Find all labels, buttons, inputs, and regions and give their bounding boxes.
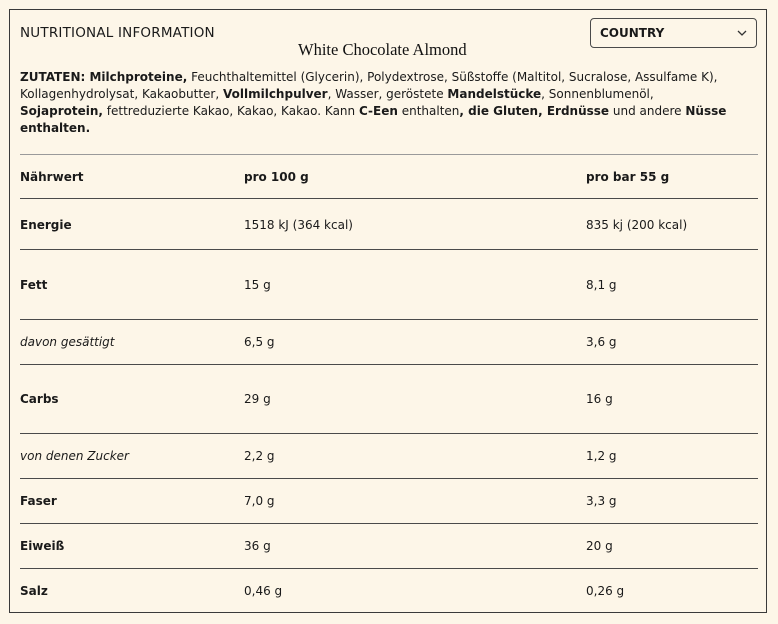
ingredient-text: Feuchthaltemittel (Glycerin), Polydextrose, Süßstoffe (Maltitol, Sucralose, Assulfame K), Kollagenhydrolysat, Kakaobutter, [20,70,718,101]
value-per-bar: pro bar 55 g [586,170,670,184]
value-per-100g: 6,5 g [244,335,275,349]
ingredient-text: fettreduzierte Kakao, Kakao, Kakao. Kann [102,104,359,118]
ingredient-text: , Sonnenblumenöl, [541,87,654,101]
ingredient-text: und andere [609,104,686,118]
table-divider [20,198,758,199]
table-divider [20,249,758,250]
ingredient-highlight: Mandelstücke [447,87,542,101]
ingredient-highlight: Vollmilchpulver [222,87,328,101]
value-per-bar: 8,1 g [586,278,617,292]
nutrient-name: Carbs [20,392,59,406]
ingredient-highlight: Sojaprotein, [20,104,103,118]
ingredient-highlight: ZUTATEN: Milchproteine, [20,70,188,84]
value-per-100g: 7,0 g [244,494,275,508]
nutrient-name: davon gesättigt [20,335,115,349]
product-name: White Chocolate Almond [298,40,467,59]
table-divider [20,478,758,479]
value-per-bar: 1,2 g [586,449,617,463]
ingredient-highlight: , die Gluten, Erdnüsse [459,104,610,118]
ingredient-highlight: Nüsse enthalten. [20,104,727,135]
country-select[interactable] [590,18,757,48]
table-divider [20,319,758,320]
value-per-100g: 15 g [244,278,271,292]
country-select-label: COUNTRY [600,26,665,40]
value-per-bar: 16 g [586,392,613,406]
table-divider [20,154,758,155]
value-per-bar: 20 g [586,539,613,553]
ingredient-text: , Wasser, geröstete [327,87,448,101]
nutrient-name: Salz [20,584,48,598]
nutrient-name: Energie [20,218,72,232]
ingredient-highlight: C-Een [358,104,398,118]
nutrient-name: von denen Zucker [20,449,129,463]
nutrient-name: Faser [20,494,57,508]
value-per-100g: 0,46 g [244,584,283,598]
table-divider [20,568,758,569]
value-per-bar: 0,26 g [586,584,625,598]
value-per-100g: 1518 kJ (364 kcal) [244,218,353,232]
table-divider [20,433,758,434]
chevron-down-icon [736,27,748,39]
value-per-bar: 3,3 g [586,494,617,508]
ingredient-text: enthalten [397,104,460,118]
nutrient-name: Eiweiß [20,539,65,553]
value-per-100g: 2,2 g [244,449,275,463]
value-per-100g: 29 g [244,392,271,406]
table-divider [20,364,758,365]
value-per-100g: 36 g [244,539,271,553]
section-title: NUTRITIONAL INFORMATION [20,25,215,41]
table-divider [20,523,758,524]
value-per-bar: 835 kj (200 kcal) [586,218,688,232]
ingredients-text [20,69,740,137]
value-per-bar: 3,6 g [586,335,617,349]
nutrient-name: Fett [20,278,48,292]
nutrient-name: Nährwert [20,170,84,184]
value-per-100g: pro 100 g [244,170,309,184]
